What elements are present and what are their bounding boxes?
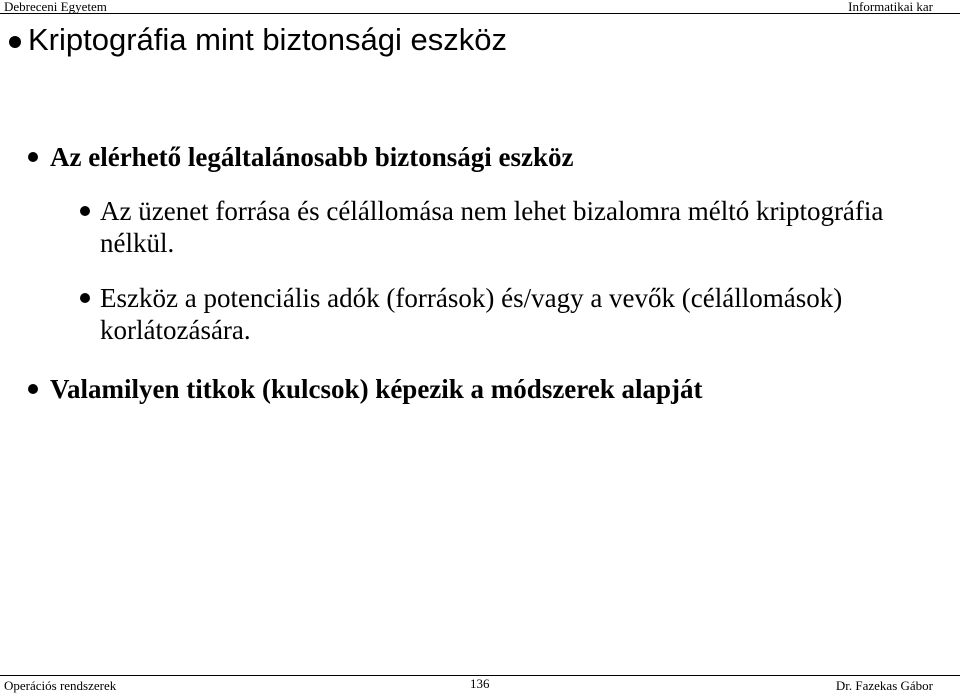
footer-course: Operációs rendszerek — [4, 678, 117, 693]
page-number: 136 — [470, 676, 490, 691]
bullet-item: Az elérhető legáltalánosabb biztonsági eszköz — [50, 142, 574, 172]
footer-author: Dr. Fazekas Gábor — [835, 678, 933, 693]
sub-bullet-item: Az üzenet forrása és célállomása nem lehet bizalomra méltó kriptográfia nélkül. — [100, 196, 884, 258]
header-faculty: Informatikai kar — [848, 0, 933, 14]
bullet-icon — [28, 384, 38, 394]
sub-bullet-icon — [80, 293, 90, 303]
sub-bullet-icon — [80, 206, 90, 216]
header-divider — [0, 13, 960, 14]
bullet-icon — [28, 152, 38, 162]
title-bullet-icon — [9, 36, 21, 48]
bullet-item: Valamilyen titkok (kulcsok) képezik a módszerek alapját — [50, 374, 703, 404]
sub-bullet-item: Eszköz a potenciális adók (források) és/vagy a vevők (célállomások) korlátozására. — [100, 283, 843, 345]
slide-title: Kriptográfia mint biztonsági eszköz — [28, 22, 508, 57]
header-institution: Debreceni Egyetem — [4, 0, 107, 14]
